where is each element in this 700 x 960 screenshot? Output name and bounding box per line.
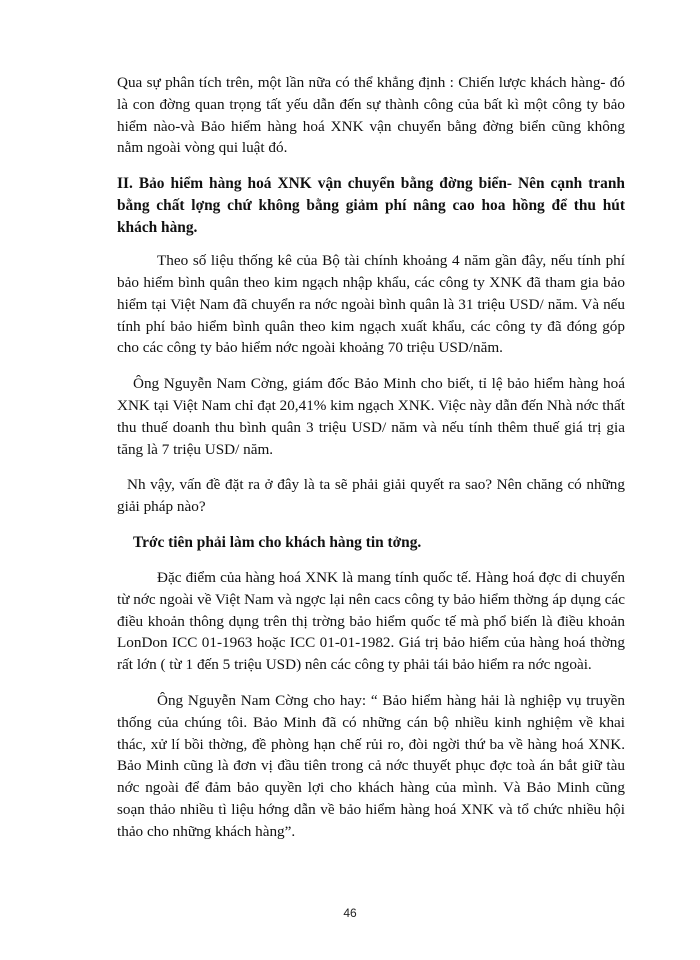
paragraph-director-statement: Ông Nguyễn Nam Cờng, giám đốc Bảo Minh cho biết, tỉ lệ bảo hiểm hàng hoá XNK tại Việt Nam chỉ đạt 20,41% kim ngạch XNK. Việc này dẫn đến Nhà nớc thất thu thuế doanh thu bình quân 3 triệu USD/ năm và nếu tính thêm thuế giá trị gia tăng là 7 triệu USD/ năm. bbox=[117, 375, 625, 458]
document-page bbox=[117, 72, 625, 843]
page-number: 46 bbox=[343, 906, 357, 920]
section-heading-ii: II. Bảo hiểm hàng hoá XNK vận chuyển bằng đờng biển- Nên cạnh tranh bằng chất lợng chứ không bằng giảm phí nâng cao hoa hồng để thu hút khách hàng. bbox=[117, 175, 625, 237]
paragraph-statistics: Theo số liệu thống kê của Bộ tài chính khoảng 4 năm gần đây, nếu tính phí bảo hiểm bình quân theo kim ngạch nhập khẩu, các công ty XNK đã tham gia bảo hiểm tại Việt Nam đã chuyển ra nớc ngoài bình quân là 31 triệu USD/ năm. Và nếu tính phí bảo hiểm bình quân theo kim ngạch xuất khẩu, các công ty đã đóng góp cho các công ty bảo hiểm nớc ngoài khoảng 70 triệu USD/năm. bbox=[117, 252, 625, 357]
paragraph-quote: Ông Nguyễn Nam Cờng cho hay: “ Bảo hiểm hàng hải là nghiệp vụ truyền thống của chúng tôi. Bảo Minh đã có những cán bộ nhiều kinh nghiệm về khai thác, xử lí bồi thờng, đề phòng hạn chế rủi ro, đòi ngời thứ ba về hàng hoá XNK. Bảo Minh cũng là đơn vị đầu tiên trong cả nớc thuyết phục đợc toà án bắt giữ tàu nớc ngoài để đảm bảo quyền lợi cho khách hàng của mình. Và Bảo Minh cũng soạn thảo nhiều tì liệu hớng dẫn về bảo hiểm hàng hoá XNK và tổ chức nhiều hội thảo cho những khách hàng”. bbox=[117, 691, 625, 840]
paragraph-goods-characteristics: Đặc điểm của hàng hoá XNK là mang tính quốc tế. Hàng hoá đợc di chuyển từ nớc ngoài về Việt Nam và ngợc lại nên cacs công ty bảo hiểm thờng áp dụng các điều khoản thông dụng trên thị trờng bảo hiểm quốc tế mà phổ biến là điều khoản LonDon ICC 01-1963 hoặc ICC 01-01-1982. Giá trị bảo hiểm của hàng hoá thờng rất lớn ( từ 1 đến 5 triệu USD) nên các công ty phải tái bảo hiểm ra nớc ngoài. bbox=[117, 568, 625, 674]
paragraph-conclusion: Qua sự phân tích trên, một lần nữa có thể khẳng định : Chiến lược khách hàng- đó là con đờng quan trọng tất yếu dẫn đến sự thành công của bất kì một công ty bảo hiểm nào-và Bảo hiểm hàng hoá XNK vận chuyển bằng đờng biển cũng không nằm ngoài vòng qui luật đó. bbox=[117, 74, 625, 157]
subheading-customer-trust: Trớc tiên phải làm cho khách hàng tin tởng. bbox=[133, 533, 422, 551]
paragraph-question: Nh vậy, vấn đề đặt ra ở đây là ta sẽ phải giải quyết ra sao? Nên chăng có những giải pháp nào? bbox=[117, 476, 625, 516]
